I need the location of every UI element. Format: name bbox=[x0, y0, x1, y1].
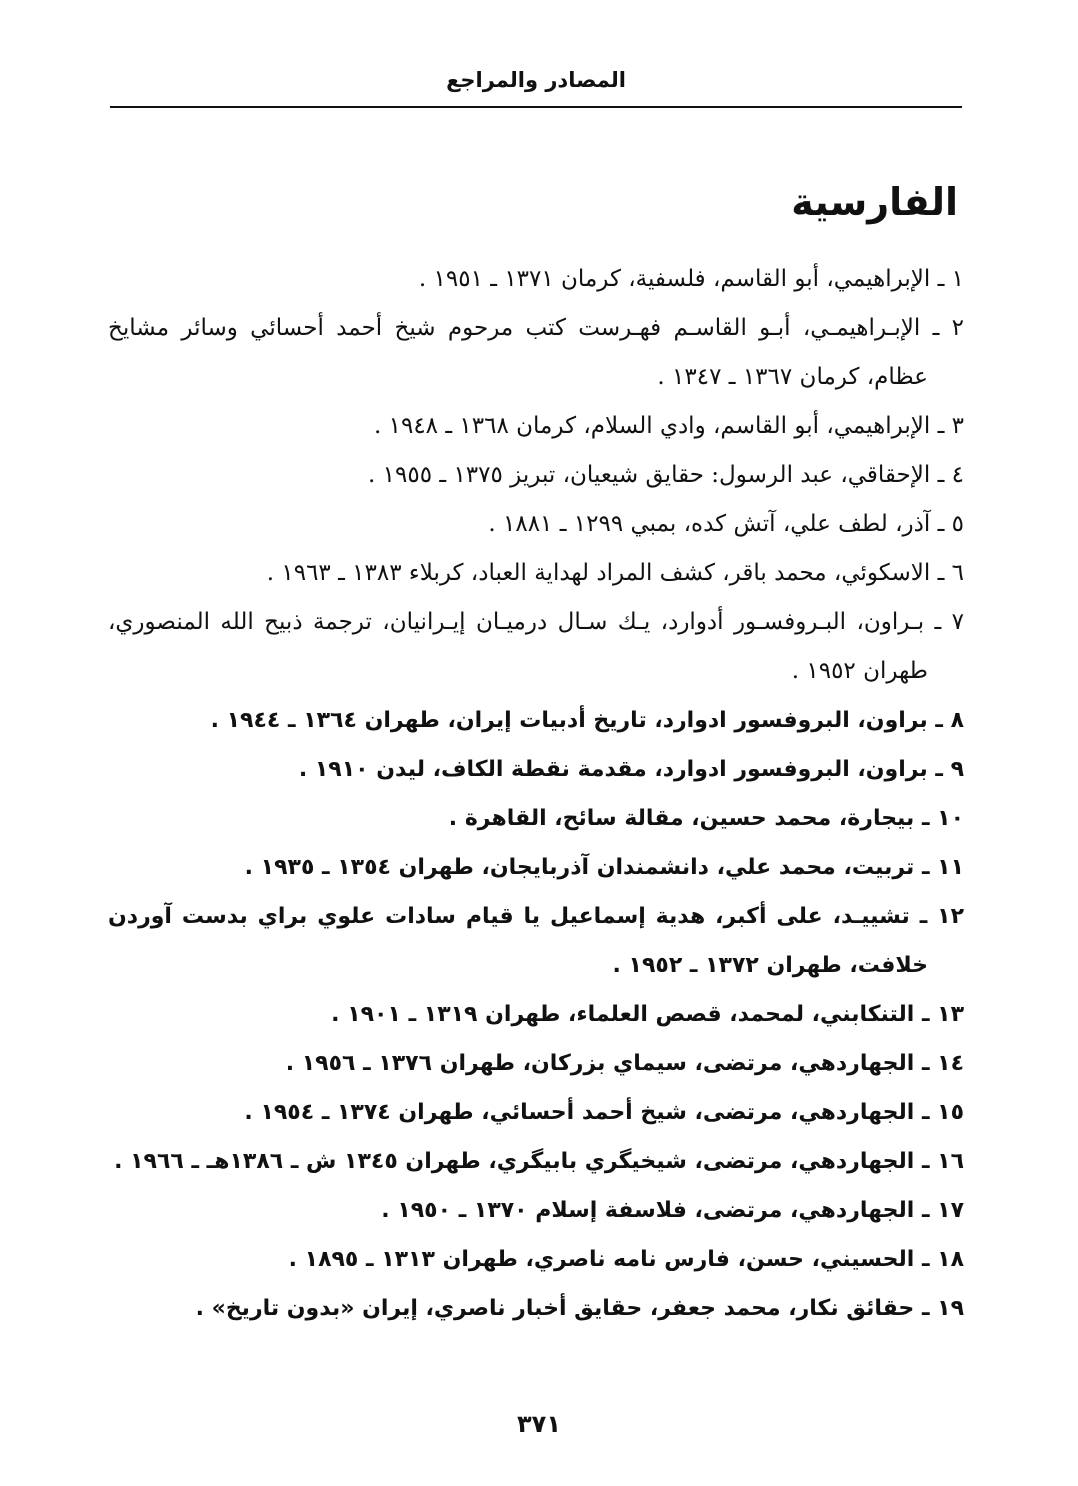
reference-entry: ١٤ ـ الجهاردهي، مرتضى، سيماي بزركان، طهران ١٣٧٦ ـ ١٩٥٦ . bbox=[285, 1051, 964, 1076]
reference-entry: ٧ ـ بـراون، البـروفسـور أدوارد، يـك سـال درميـان إيـرانيان، ترجمة ذبيح الله المنصوري، طهران ١٩٥٢ . bbox=[108, 609, 964, 684]
reference-entry: ٥ ـ آذر، لطف علي، آتش كده، بمبي ١٢٩٩ ـ ١٨٨١ . bbox=[488, 511, 964, 537]
reference-entry: ١٠ ـ بيجارة، محمد حسين، مقالة سائح، القاهرة . bbox=[448, 806, 964, 831]
reference-list bbox=[108, 255, 964, 1333]
reference-entry: ١٥ ـ الجهاردهي، مرتضى، شيخ أحمد أحسائي، طهران ١٣٧٤ ـ ١٩٥٤ . bbox=[244, 1100, 964, 1125]
reference-entry: ٣ ـ الإبراهيمي، أبو القاسم، وادي السلام، كرمان ١٣٦٨ ـ ١٩٤٨ . bbox=[374, 413, 964, 439]
reference-entry: ١٢ ـ تشييـد، على أكبر، هدية إسماعيل يا قيام سادات علوي براي بدست آوردن خلافت، طهران ١٣٧٢ ـ ١٩٥٢ . bbox=[108, 904, 964, 978]
header-rule bbox=[110, 106, 962, 108]
reference-entry: ٢ ـ الإبـراهيمـي، أبـو القاسـم فهـرست كتب مرحوم شيخ أحمد أحسائي وسائر مشايخ عظام، كرمان ١٣٦٧ ـ ١٣٤٧ . bbox=[108, 315, 964, 390]
page-number: ٣٧١ bbox=[517, 1410, 561, 1438]
reference-entry: ١٣ ـ التنكابني، لمحمد، قصص العلماء، طهران ١٣١٩ ـ ١٩٠١ . bbox=[331, 1002, 964, 1027]
reference-entry: ٦ ـ الاسكوئي، محمد باقر، كشف المراد لهداية العباد، كربلاء ١٣٨٣ ـ ١٩٦٣ . bbox=[266, 560, 964, 586]
section-title: الفارسية bbox=[791, 180, 958, 224]
reference-entry: ١٦ ـ الجهاردهي، مرتضى، شيخيگري بابيگري، طهران ١٣٤٥ ش ـ ١٣٨٦هـ ـ ١٩٦٦ . bbox=[114, 1149, 964, 1174]
reference-entry: ١٨ ـ الحسيني، حسن، فارس نامه ناصري، طهران ١٣١٣ ـ ١٨٩٥ . bbox=[288, 1247, 964, 1272]
reference-entry: ١٩ ـ حقائق نكار، محمد جعفر، حقايق أخبار ناصري، إيران «بدون تاريخ» . bbox=[195, 1296, 964, 1321]
reference-entry: ١١ ـ تربيت، محمد علي، دانشمندان آذربايجان، طهران ١٣٥٤ ـ ١٩٣٥ . bbox=[244, 855, 964, 880]
reference-entry: ٤ ـ الإحقاقي، عبد الرسول: حقايق شيعيان، تبريز ١٣٧٥ ـ ١٩٥٥ . bbox=[368, 462, 964, 488]
reference-entry: ١ ـ الإبراهيمي، أبو القاسم، فلسفية، كرمان ١٣٧١ ـ ١٩٥١ . bbox=[418, 266, 964, 292]
reference-entry: ٩ ـ براون، البروفسور ادوارد، مقدمة نقطة الكاف، ليدن ١٩١٠ . bbox=[298, 757, 964, 782]
reference-entry: ٨ ـ براون، البروفسور ادوارد، تاريخ أدبيات إيران، طهران ١٣٦٤ ـ ١٩٤٤ . bbox=[210, 708, 964, 733]
running-header: المصادر والمراجع bbox=[446, 68, 626, 92]
reference-entry: ١٧ ـ الجهاردهي، مرتضى، فلاسفة إسلام ١٣٧٠ ـ ١٩٥٠ . bbox=[381, 1198, 964, 1223]
